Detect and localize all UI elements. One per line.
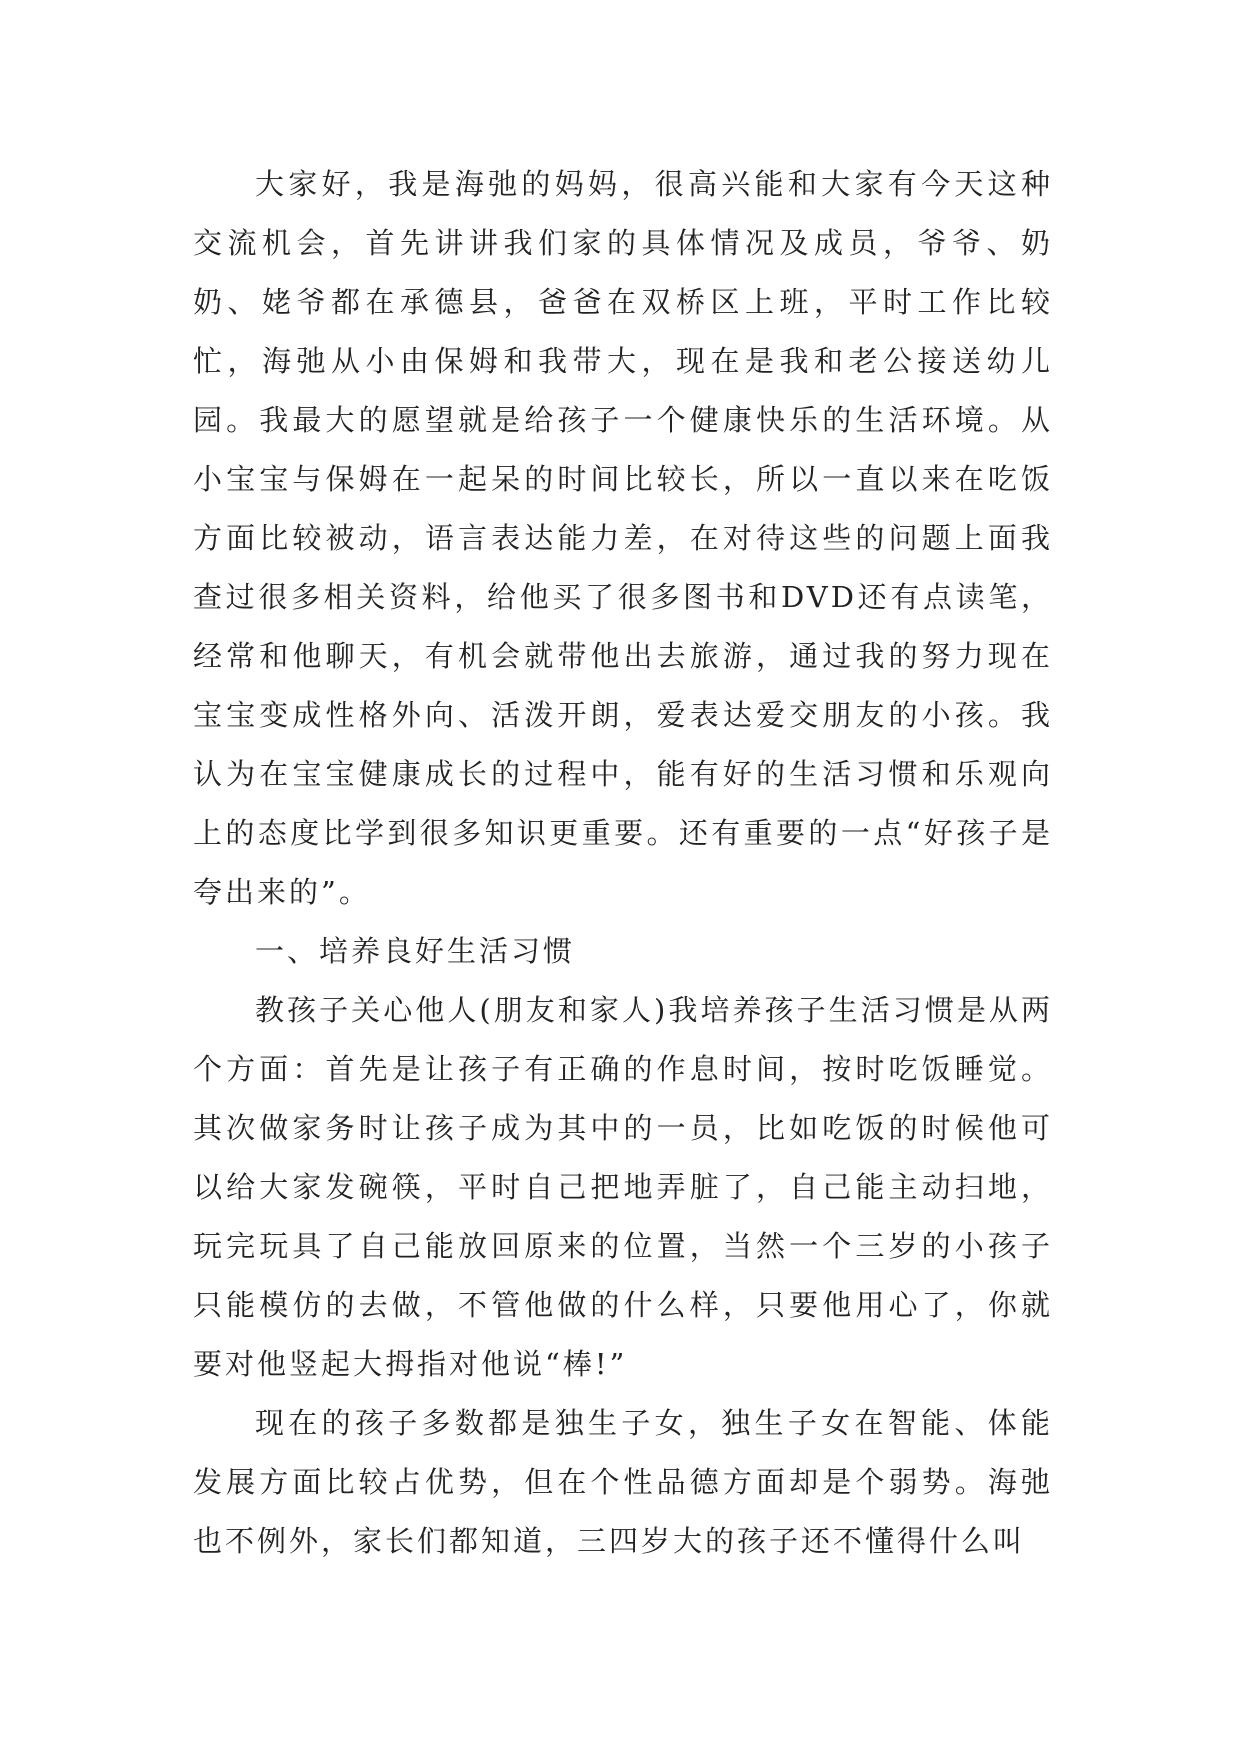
- paragraph-habits: 教孩子关心他人(朋友和家人)我培养孩子生活习惯是从两个方面：首先是让孩子有正确的作息时间，按时吃饭睡觉。其次做家务时让孩子成为其中的一员，比如吃饭的时候他可以给大家发碗筷，平时自己把地弄脏了，自己能主动扫地，玩完玩具了自己能放回原来的位置，当然一个三岁的小孩子只能模仿的去做，不管他做的什么样，只要他用心了，你就要对他竖起大拇指对他说“棒!”: [193, 993, 1053, 1381]
- paragraph-only-child: 现在的孩子多数都是独生子女，独生子女在智能、体能发展方面比较占优势，但在个性品德方面却是个弱势。海弛也不例外，家长们都知道，三四岁大的孩子还不懂得什么叫: [193, 1406, 1053, 1558]
- paragraph-intro: 大家好，我是海弛的妈妈，很高兴能和大家有今天这种交流机会，首先讲讲我们家的具体情况及成员，爷爷、奶奶、姥爷都在承德县，爸爸在双桥区上班，平时工作比较忙，海弛从小由保姆和我带大，现在是我和老公接送幼儿园。我最大的愿望就是给孩子一个健康快乐的生活环境。从小宝宝与保姆在一起呆的时间比较长，所以一直以来在吃饭方面比较被动，语言表达能力差，在对待这些的问题上面我查过很多相关资料，给他买了很多图书和DVD还有点读笔，经常和他聊天，有机会就带他出去旅游，通过我的努力现在宝宝变成性格外向、活泼开朗，爱表达爱交朋友的小孩。我认为在宝宝健康成长的过程中，能有好的生活习惯和乐观向上的态度比学到很多知识更重要。还有重要的一点“好孩子是夸出来的”。: [193, 167, 1053, 909]
- section-heading-habits: 一、培养良好生活习惯: [255, 934, 576, 968]
- document-body: [193, 155, 1053, 1571]
